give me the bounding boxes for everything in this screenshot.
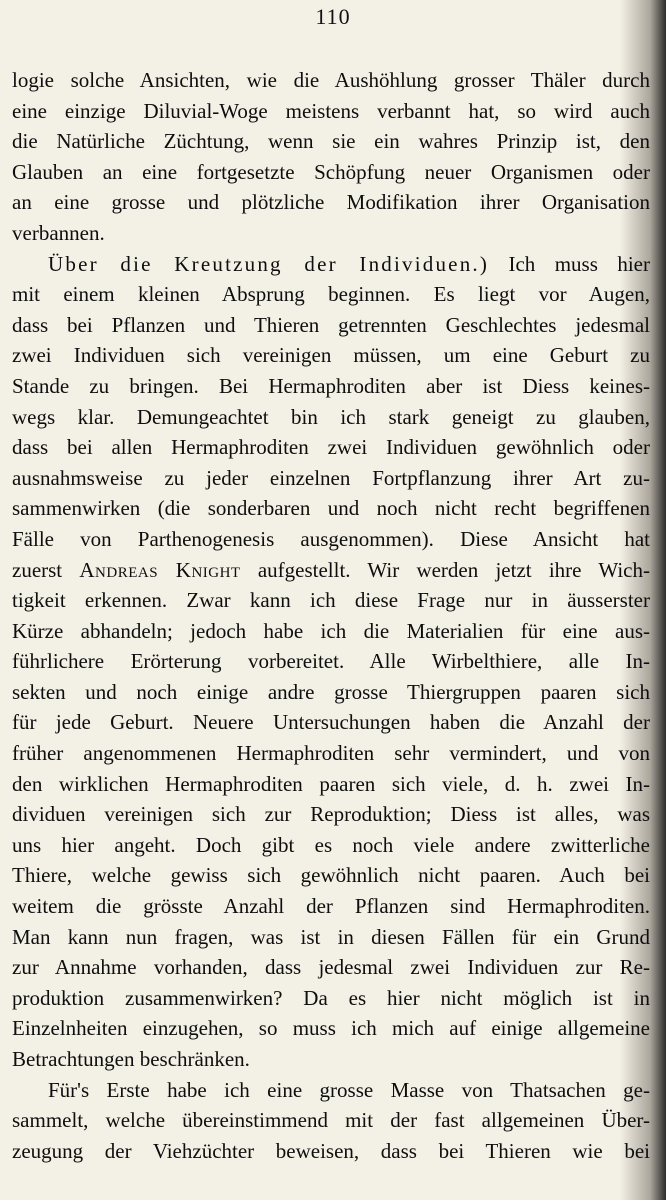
text-line (12, 860, 650, 891)
text-line (12, 310, 650, 341)
paragraph-first-line (12, 1075, 650, 1106)
line-text: Einzelnheiten einzugehen, so muss ich mich auf einige allgemeine (12, 1016, 650, 1041)
text-line (12, 1013, 650, 1044)
line-text: Glauben an eine fortgesetzte Schöpfung neuer Organismen oder (12, 159, 650, 184)
line-text: logie solche Ansichten, wie die Aushöhlung grosser Thäler durch (12, 68, 650, 92)
author-name: Andreas Knight (79, 557, 241, 582)
line-text: weitem die grösste Anzahl der Pflanzen sind Hermaphroditen. (12, 894, 650, 919)
text-line (12, 524, 650, 555)
section-heading: Über die Kreutzung der Individuen.) (48, 251, 490, 276)
line-text: zwei Individuen sich vereinigen müssen, um eine Geburt zu (12, 343, 650, 368)
line-text: Betrachtungen beschränken. (12, 1047, 250, 1071)
line-text: zuerst (12, 557, 80, 582)
line-text: Kürze abhandeln; jedoch habe ich die Materialien für eine aus- (12, 618, 650, 643)
line-text: mit einem kleinen Absprung beginnen. Es liegt vor Augen, (12, 282, 650, 307)
line-text: Fälle von Parthenogenesis ausgenommen). Diese Ansicht hat (12, 526, 650, 551)
line-text: führlichere Erörterung vorbereitet. Alle Wirbelthiere, alle In- (12, 649, 650, 674)
line-text: den wirklichen Hermaphroditen paaren sich viele, d. h. zwei In- (12, 771, 650, 796)
text-line (12, 279, 650, 310)
line-text: Stande zu bringen. Bei Hermaphroditen aber ist Diess keines- (12, 373, 650, 398)
body-text (12, 65, 650, 1166)
line-text: wegs klar. Demungeachtet bin ich stark geneigt zu glauben, (12, 404, 650, 429)
text-line (12, 952, 650, 983)
line-text: sammenwirken (die sonderbaren und noch nicht recht begriffenen (12, 496, 650, 521)
page-number: 110 (315, 4, 351, 29)
text-line (12, 1105, 650, 1136)
text-line (12, 187, 650, 218)
text-line (12, 891, 650, 922)
text-line (12, 1136, 650, 1167)
text-line (12, 371, 650, 402)
line-text: eine einzige Diluvial-Woge meistens verbannt hat, so wird auch (12, 98, 650, 123)
text-line (12, 96, 650, 127)
line-text: verbannen. (12, 220, 105, 245)
text-line (12, 157, 650, 188)
line-text: aufgestellt. Wir werden jetzt ihre Wich- (240, 557, 650, 582)
line-text: uns hier angeht. Doch gibt es noch viele andere zwitterliche (12, 832, 650, 857)
line-text: dividuen vereinigen sich zur Reproduktion; Diess ist alles, was (12, 802, 650, 827)
text-line (12, 585, 650, 616)
text-line (12, 922, 650, 953)
line-text: produktion zusammenwirken? Da es hier nicht möglich ist in (12, 985, 650, 1010)
section-heading-line (12, 249, 650, 280)
line-text: früher angenommenen Hermaphroditen sehr vermindert, und von (12, 741, 650, 766)
text-line (12, 126, 650, 157)
line-text: die Natürliche Züchtung, wenn sie ein wahres Prinzip ist, den (12, 129, 650, 154)
text-line (12, 738, 650, 769)
line-text: für jede Geburt. Neuere Untersuchungen haben die Anzahl der (12, 710, 650, 735)
line-text: sekten und noch einige andre grosse Thiergruppen paaren sich (12, 679, 650, 704)
text-line (12, 65, 650, 96)
text-line (12, 677, 650, 708)
line-text: ausnahmsweise zu jeder einzelnen Fortpflanzung ihrer Art zu- (12, 465, 650, 490)
text-line (12, 983, 650, 1014)
text-line (12, 646, 650, 677)
line-text: Ich muss hier (489, 251, 650, 276)
line-text: sammelt, welche übereinstimmend mit der fast allgemeinen Über- (12, 1108, 650, 1133)
text-line (12, 402, 650, 433)
text-line (12, 616, 650, 647)
line-text: Man kann nun fragen, was ist in diesen Fällen für ein Grund (12, 924, 650, 949)
line-text: Für's Erste habe ich eine grosse Masse von Thatsachen ge- (48, 1077, 650, 1102)
text-line (12, 799, 650, 830)
line-text: dass bei allen Hermaphroditen zwei Individuen gewöhnlich oder (12, 435, 650, 460)
text-line (12, 432, 650, 463)
text-line (12, 1044, 650, 1075)
line-text: zur Annahme vorhanden, dass jedesmal zwei Individuen zur Re- (12, 955, 650, 980)
text-line (12, 555, 650, 586)
text-line (12, 769, 650, 800)
line-text: Thiere, welche gewiss sich gewöhnlich nicht paaren. Auch bei (12, 863, 650, 888)
text-line (12, 218, 650, 249)
line-text: tigkeit erkennen. Zwar kann ich diese Frage nur in äusserster (12, 588, 650, 613)
line-text: zeugung der Viehzüchter beweisen, dass bei Thieren wie bei (12, 1138, 650, 1163)
text-line (12, 707, 650, 738)
line-text: dass bei Pflanzen und Thieren getrennten Geschlechtes jedesmal (12, 312, 650, 337)
text-line (12, 830, 650, 861)
text-line (12, 463, 650, 494)
text-line (12, 493, 650, 524)
text-line (12, 340, 650, 371)
line-text: an eine grosse und plötzliche Modifikation ihrer Organisation (12, 190, 650, 215)
